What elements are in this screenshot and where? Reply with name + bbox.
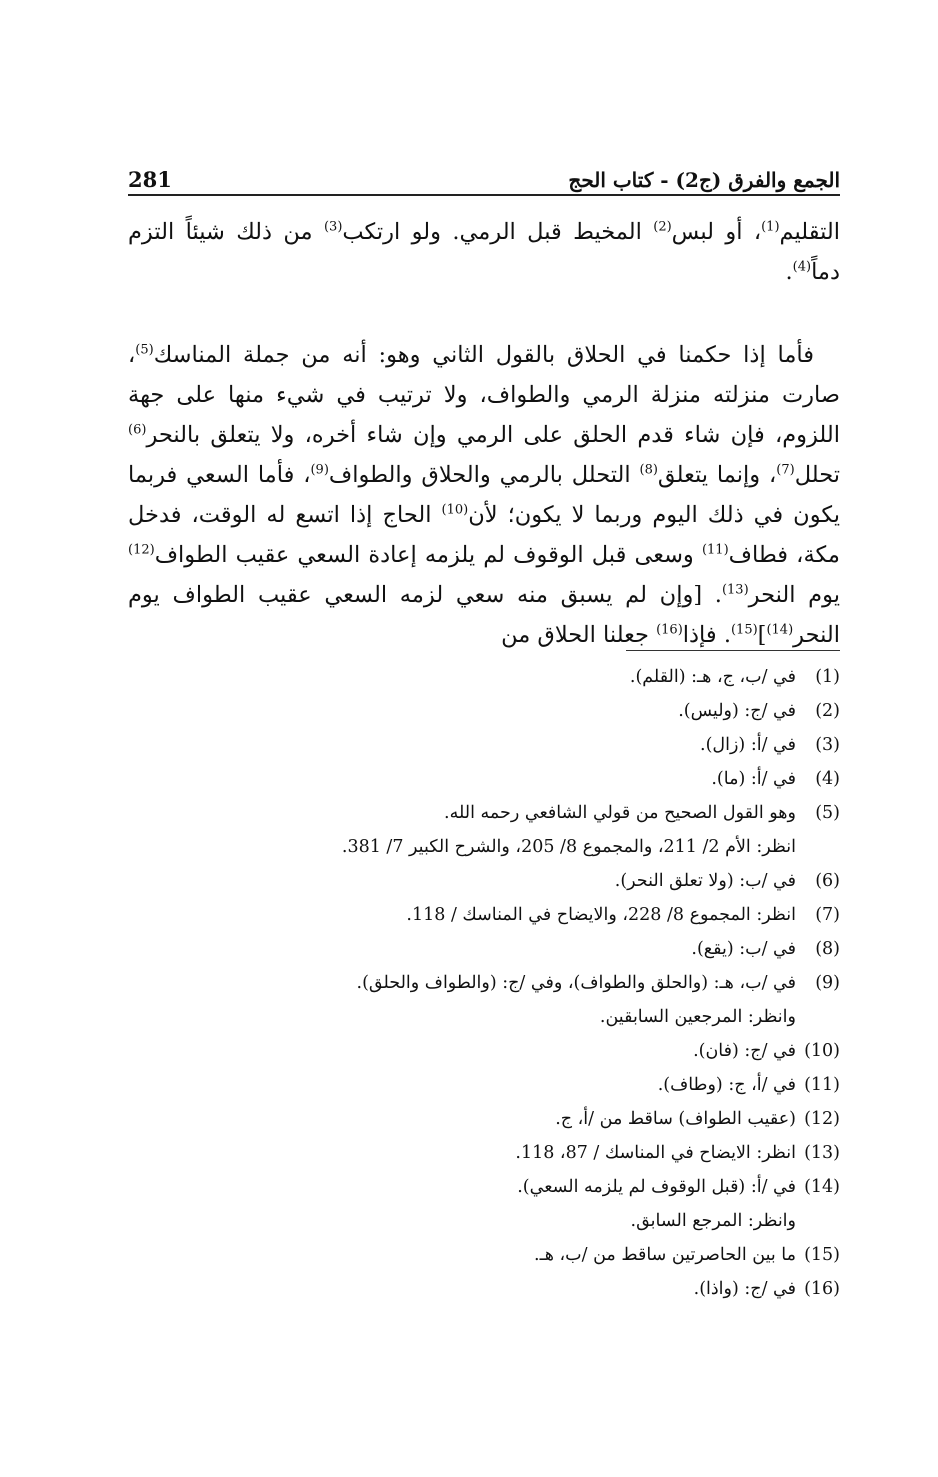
footnote-text: (عقيب الطواف) ساقط من /أ، ج. xyxy=(555,1109,796,1129)
footnote-number: (1) xyxy=(815,667,840,687)
footnote-text: في /أ: (ما). xyxy=(711,769,796,789)
footnotes xyxy=(128,660,840,1306)
footnote xyxy=(128,1068,840,1102)
text-run: . xyxy=(785,259,793,285)
footnote xyxy=(128,1170,840,1204)
text-run: التحلل بالرمي والحلاق والطواف xyxy=(328,462,640,488)
footnote-text: في /ب، هـ: (والحلق والطواف)، وفي /ج: (والطواف والحلق). xyxy=(356,973,796,993)
footnote-ref: (7) xyxy=(776,462,795,478)
footnote xyxy=(128,1034,840,1068)
footnote-text: في /أ، ج: (وطاف). xyxy=(657,1075,796,1095)
text-run: . [وإن لم يسبق منه سعي لزمه السعي عقيب الطواف يوم النحر xyxy=(128,582,840,648)
footnote-ref: (15) xyxy=(730,622,758,638)
footnote-text: في /ج: (وليس). xyxy=(678,701,796,721)
footnote xyxy=(128,694,840,728)
footnote-ref: (8) xyxy=(639,462,658,478)
footnote-number: (2) xyxy=(815,701,840,721)
header-divider xyxy=(128,194,840,196)
footnote xyxy=(128,864,840,898)
footnote-ref: (14) xyxy=(766,622,794,638)
footnote-number: (14) xyxy=(804,1177,840,1197)
footnote xyxy=(128,660,840,694)
text-run: ، وإنما يتعلق xyxy=(657,462,777,488)
text-run: وسعى قبل الوقوف لم يلزمه إعادة السعي عقيب الطواف xyxy=(154,542,702,568)
body-paragraph-1 xyxy=(128,212,840,292)
footnote-text: وهو القول الصحيح من قولي الشافعي رحمه الله. xyxy=(444,803,796,823)
footnote-number: (11) xyxy=(804,1075,840,1095)
footnote-ref: (16) xyxy=(656,622,683,638)
text-run: جعلنا الحلاق من xyxy=(501,622,657,648)
footnote-ref: (2) xyxy=(653,219,672,235)
footnote-text: في /أ: (زال). xyxy=(700,735,796,755)
footnote-ref: (6) xyxy=(128,422,147,438)
text-run: التقليم xyxy=(779,219,841,245)
footnote-ref: (4) xyxy=(792,259,812,275)
footnote-continuation: انظر: الأم 2/ 211، والمجموع 8/ 205، والشرح الكبير 7/ 381. xyxy=(341,837,796,857)
footnote xyxy=(128,762,840,796)
footnote-ref: (13) xyxy=(721,582,749,598)
footnote-ref: (3) xyxy=(323,219,343,235)
running-title: الجمع والفرق (ج2) - كتاب الحج xyxy=(568,168,840,192)
footnote-text: في /ب: (ولا تعلق النحر). xyxy=(614,871,796,891)
page-number: 281 xyxy=(128,167,172,192)
footnote xyxy=(128,796,840,830)
footnote-number: (15) xyxy=(804,1245,840,1265)
footnote-number: (6) xyxy=(815,871,840,891)
footnote-text: انظر: المجموع 8/ 228، والايضاح في المناسك / 118. xyxy=(406,905,796,925)
footnote-ref: (5) xyxy=(135,342,154,358)
text-run: يوم النحر xyxy=(748,582,840,608)
footnote xyxy=(128,966,840,1000)
page-header xyxy=(128,150,840,192)
footnote-text: انظر: الايضاح في المناسك / 87، 118. xyxy=(515,1143,796,1163)
text-run: ، أو لبس xyxy=(671,219,762,245)
footnote-number: (4) xyxy=(815,769,840,789)
text-run: من ذلك شيئاً التزم دماً xyxy=(128,219,840,285)
footnote-text: في /ج: (واذا). xyxy=(693,1279,796,1299)
text-run: . فإذا xyxy=(682,622,731,648)
text-run: الحاج إذا اتسع له الوقت، فدخل مكة، فطاف xyxy=(128,502,840,568)
footnote-text: في /ب: (يقع). xyxy=(691,939,796,959)
footnote-number: (7) xyxy=(815,905,840,925)
text-run: ، فأما السعي فربما يكون في ذلك اليوم وربما لا يكون؛ لأن xyxy=(128,462,841,528)
footnote-number: (10) xyxy=(804,1041,840,1061)
footnote-continuation: وانظر: المرجعين السابقين. xyxy=(599,1007,796,1027)
footnote-number: (8) xyxy=(815,939,840,959)
footnote xyxy=(128,898,840,932)
footnote-number: (9) xyxy=(815,973,840,993)
footnote xyxy=(128,728,840,762)
footnote xyxy=(128,1272,840,1306)
footnote-number: (3) xyxy=(815,735,840,755)
footnote-ref: (12) xyxy=(128,542,155,558)
footnote-number: (12) xyxy=(804,1109,840,1129)
body-paragraph-2 xyxy=(128,335,840,655)
footnote xyxy=(128,932,840,966)
text-run: فأما إذا حكمنا في الحلاق بالقول الثاني وهو: أنه من جملة المناسك xyxy=(153,342,814,368)
footnote xyxy=(128,1136,840,1170)
text-run: المخيط قبل الرمي. ولو ارتكب xyxy=(342,219,654,245)
footnote-number: (5) xyxy=(815,803,840,823)
footnote-text: في /ب، ج، هـ: (القلم). xyxy=(629,667,796,687)
footnote-ref: (10) xyxy=(441,502,469,518)
text-run: ] xyxy=(757,622,767,648)
footnote-ref: (11) xyxy=(701,542,729,558)
footnote-text: في /ج: (فان). xyxy=(693,1041,796,1061)
footnote xyxy=(128,1238,840,1272)
footnote-ref: (9) xyxy=(310,462,329,478)
footnote-number: (13) xyxy=(804,1143,840,1163)
footnote-continuation: وانظر: المرجع السابق. xyxy=(630,1211,796,1231)
footnote-ref: (1) xyxy=(761,219,780,235)
footnote-number: (16) xyxy=(804,1279,840,1299)
text-run: تحلل xyxy=(794,462,840,488)
footnote-separator xyxy=(626,650,840,651)
footnote xyxy=(128,1102,840,1136)
footnote-text: في /أ: (قبل الوقوف لم يلزمه السعي). xyxy=(517,1177,796,1197)
footnote-text: ما بين الحاصرتين ساقط من /ب، هـ. xyxy=(534,1245,796,1265)
text-run: ، صارت منزلته منزلة الرمي والطواف، ولا ترتيب في شيء منها على جهة اللزوم، فإن شاء قدم الحلق على الرمي وإن شاء أخره، ولا يتعلق بالنحر xyxy=(128,342,840,448)
